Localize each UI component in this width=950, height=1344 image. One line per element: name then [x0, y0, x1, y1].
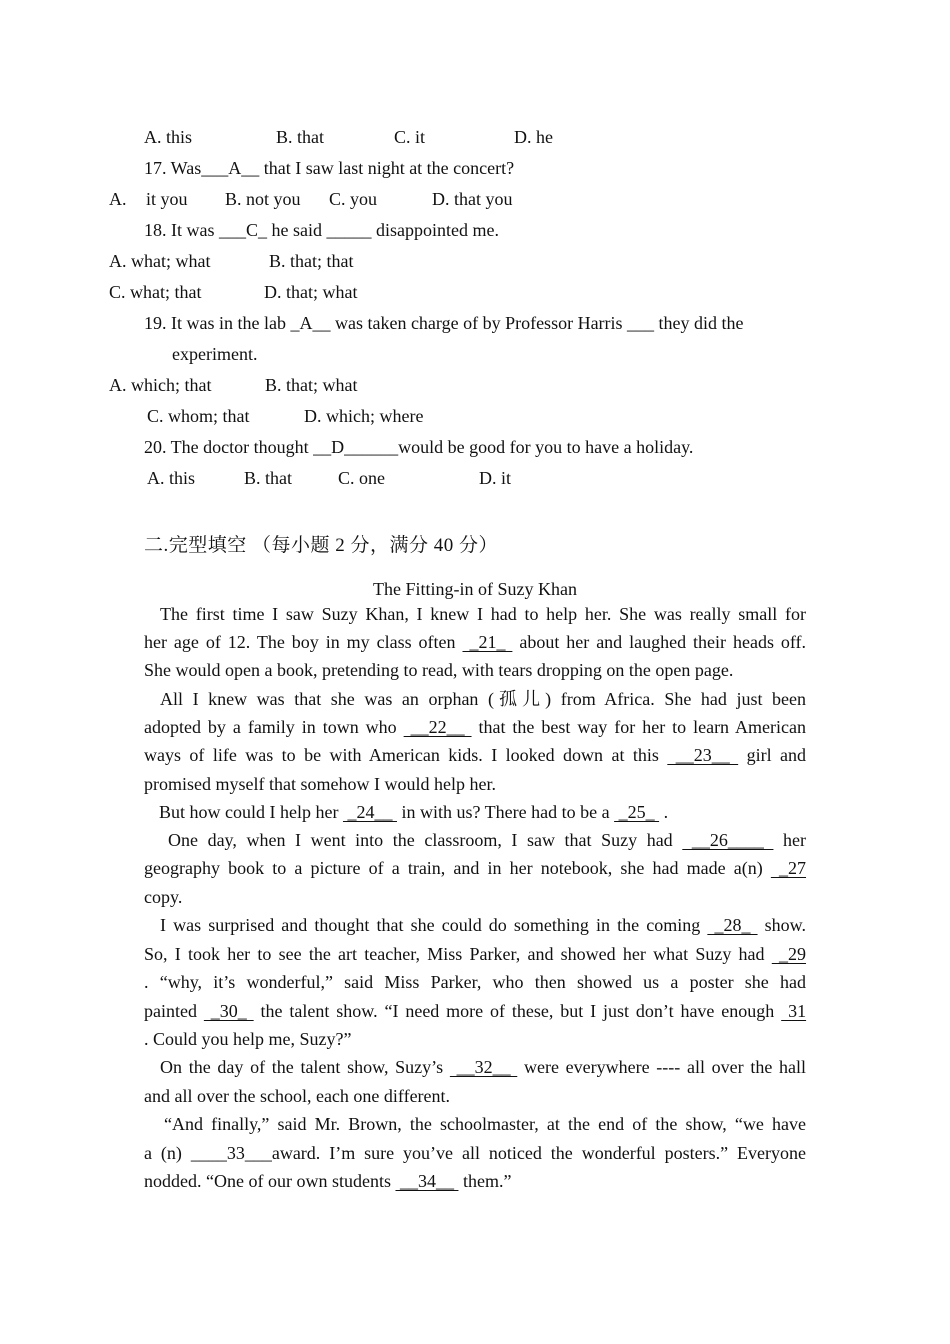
section-heading: 二.完型填空 （每小题 2 分，满分 40 分）: [144, 535, 499, 556]
passage-line: [144, 744, 806, 766]
q17-option-d: D. that you: [432, 189, 513, 209]
passage-text: painted: [144, 1001, 197, 1021]
q17-option-a-text: it you: [146, 189, 188, 209]
blank-23: __23__: [667, 745, 739, 765]
passage-line: The first time I saw Suzy Khan, I knew I had to help her. She was really small for: [160, 604, 806, 624]
passage-line: [168, 829, 806, 851]
q16-option-c: C. it: [394, 127, 426, 147]
passage-line: [144, 857, 806, 879]
blank-34: __34__: [395, 1171, 459, 1191]
passage-text: show.: [764, 915, 807, 935]
passage-text: nodded. “One of our own students: [144, 1171, 391, 1191]
q17-option-c: C. you: [329, 189, 378, 209]
passage-text: But how could I help her: [159, 802, 339, 822]
passage-text: her: [783, 830, 807, 850]
blank-21: _21_: [462, 632, 513, 652]
passage-text: .: [663, 802, 669, 822]
passage-text: I was surprised and thought that she could do something in the coming: [160, 915, 701, 935]
q19-option-c: C. whom; that: [147, 406, 250, 426]
passage-line: [159, 801, 668, 823]
passage-text: her age of 12. The boy in my class often: [144, 632, 456, 652]
passage-text: adopted by a family in town who: [144, 717, 397, 737]
q17-stem: [144, 157, 514, 179]
passage-line: [160, 1056, 806, 1078]
passage-line: [160, 914, 806, 936]
q19-option-a: A. which; that: [109, 375, 212, 395]
passage-text: were everywhere ---- all over the hall: [523, 1057, 807, 1077]
passage-text: that the best way for her to learn American: [478, 717, 806, 737]
passage-text: the talent show. “I need more of these, but I just don’t have enough: [260, 1001, 775, 1021]
passage-text: So, I took her to see the art teacher, Miss Parker, and showed her what Suzy had: [144, 944, 765, 964]
blank-24: _24__: [342, 802, 397, 822]
q20-option-d: D. it: [479, 468, 512, 488]
q16-option-a: A. this: [144, 127, 193, 147]
blank-26: __26____: [682, 830, 774, 850]
passage-text: them.”: [462, 1171, 512, 1191]
passage-line: a (n) ____33___award. I’m sure you’ve all noticed the wonderful posters.” Everyone: [144, 1143, 806, 1163]
passage-title: The Fitting-in of Suzy Khan: [373, 579, 577, 599]
q19-option-b: B. that; what: [265, 375, 358, 395]
blank-29: _29: [771, 944, 807, 964]
q19-stem-line1: 19. It was in the lab _A__ was taken charge of by Professor Harris ___ they did the: [144, 313, 744, 333]
blank-22: __22__: [403, 717, 472, 737]
passage-text: One day, when I went into the classroom, I saw that Suzy had: [168, 830, 673, 850]
blank-32: __32__: [449, 1057, 518, 1077]
passage-line: copy.: [144, 887, 183, 907]
q18-option-c: C. what; that: [109, 282, 202, 302]
blank-25: _25_: [614, 802, 660, 822]
q17-option-b: B. not you: [225, 189, 301, 209]
q20-option-b: B. that: [244, 468, 292, 488]
q17-option-a: A.: [109, 189, 127, 209]
q17-answer: A: [228, 158, 242, 178]
q20-stem: 20. The doctor thought __D______would be good for you to have a holiday.: [144, 437, 694, 457]
passage-line: [144, 1170, 511, 1192]
q18-option-b: B. that; that: [269, 251, 354, 271]
q18-stem: 18. It was ___C_ he said _____ disappointed me.: [144, 220, 499, 240]
passage-line: All I knew was that she was an orphan (孤儿) from Africa. She had just been: [160, 689, 806, 709]
passage-text: about her and laughed their heads off.: [519, 632, 807, 652]
blank-30: _30_: [203, 1001, 254, 1021]
passage-line: [144, 631, 806, 653]
passage-line: . “why, it’s wonderful,” said Miss Parker, who then showed us a poster she had: [144, 972, 806, 992]
passage-line: She would open a book, pretending to read, with tears dropping on the open page.: [144, 660, 734, 680]
q19-stem-line2: experiment.: [172, 344, 258, 364]
passage-line: [144, 1000, 806, 1022]
blank-27: _27: [770, 858, 807, 878]
passage-text: girl and: [746, 745, 806, 765]
q18-option-d: D. that; what: [264, 282, 358, 302]
passage-text: ways of life was to be with American kids. I looked down at this: [144, 745, 659, 765]
q16-option-d: D. he: [514, 127, 553, 147]
passage-line: and all over the school, each one different.: [144, 1086, 451, 1106]
q18-option-a: A. what; what: [109, 251, 211, 271]
q17-stem-post: __ that I saw last night at the concert?: [241, 158, 515, 178]
passage-line: promised myself that somehow I would help her.: [144, 774, 496, 794]
passage-text: in with us? There had to be a: [401, 802, 610, 822]
passage-line: [144, 716, 806, 738]
passage-line: [144, 943, 806, 965]
passage-line: . Could you help me, Suzy?”: [144, 1029, 352, 1049]
q17-stem-pre: 17. Was___: [144, 158, 229, 178]
blank-28: _28_: [707, 915, 758, 935]
q19-option-d: D. which; where: [304, 406, 424, 426]
q20-option-c: C. one: [338, 468, 385, 488]
q16-option-b: B. that: [276, 127, 324, 147]
passage-text: On the day of the talent show, Suzy’s: [160, 1057, 444, 1077]
passage-text: geography book to a picture of a train, and in her notebook, she had made a(n): [144, 858, 763, 878]
q20-option-a: A. this: [147, 468, 196, 488]
passage-line: “And finally,” said Mr. Brown, the schoolmaster, at the end of the show, “we have: [164, 1114, 806, 1134]
blank-31: 31: [781, 1001, 807, 1021]
